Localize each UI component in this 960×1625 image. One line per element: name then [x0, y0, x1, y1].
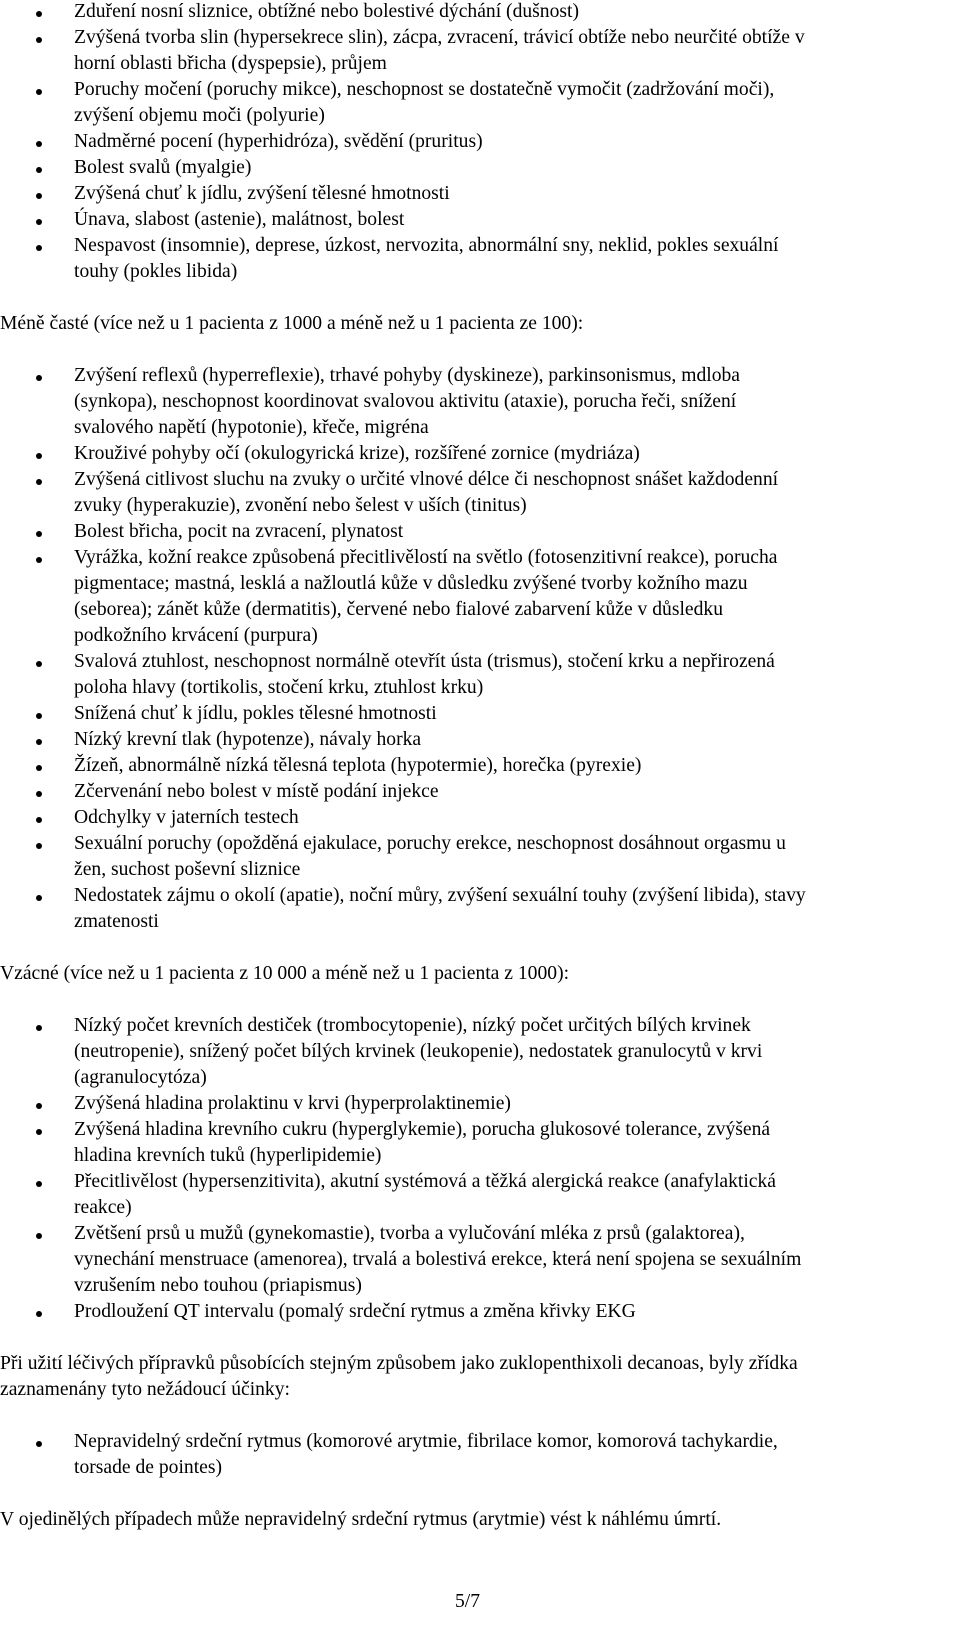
page-number: 5/7: [455, 1591, 481, 1612]
paragraph-line: zaznamenány tyto nežádoucí účinky:: [0, 1379, 290, 1400]
list-item-line: vynechání menstruace (amenorea), trvalá a bolestivá erekce, která není spojena se sexuálním: [74, 1249, 802, 1270]
list-item-line: Zvýšená hladina prolaktinu v krvi (hyperprolaktinemie): [74, 1093, 511, 1114]
bullet-icon: [36, 141, 42, 147]
paragraph-line: V ojedinělých případech může nepravidelný srdeční rytmus (arytmie) vést k náhlému úmrtí.: [0, 1509, 722, 1530]
bullet-icon: [36, 1233, 42, 1239]
list-item-line: Bolest svalů (myalgie): [74, 157, 252, 178]
list-item-line: horní oblasti břicha (dyspepsie), průjem: [74, 53, 387, 74]
list-item-line: (agranulocytóza): [74, 1067, 207, 1088]
list-item-line: Nedostatek zájmu o okolí (apatie), noční můry, zvýšení sexuální touhy (zvýšení libida), stavy: [74, 885, 806, 906]
list-item-line: Odchylky v jaterních testech: [74, 807, 299, 828]
bullet-icon: [36, 245, 42, 251]
list-item-line: Snížená chuť k jídlu, pokles tělesné hmotnosti: [74, 703, 437, 724]
list-item-line: torsade de pointes): [74, 1457, 222, 1478]
paragraph-line: Při užití léčivých přípravků působících stejným způsobem jako zuklopenthixoli decanoas, byly zřídka: [0, 1353, 798, 1374]
bullet-icon: [36, 1103, 42, 1109]
bullet-icon: [36, 1181, 42, 1187]
list-item-line: Únava, slabost (astenie), malátnost, bolest: [74, 209, 405, 230]
list-item-line: Nadměrné pocení (hyperhidróza), svědění (pruritus): [74, 131, 483, 152]
list-item-line: Zčervenání nebo bolest v místě podání injekce: [74, 781, 439, 802]
bullet-icon: [36, 1441, 42, 1447]
list-item-line: Zvýšená citlivost sluchu na zvuky o určité vlnové délce či neschopnost snášet každodenní: [74, 469, 779, 490]
list-item-line: pigmentace; mastná, lesklá a nažloutlá kůže v důsledku zvýšené tvorby kožního mazu: [74, 573, 748, 594]
paragraph-line: Vzácné (více než u 1 pacienta z 10 000 a méně než u 1 pacienta z 1000):: [0, 963, 570, 984]
list-item-line: Svalová ztuhlost, neschopnost normálně otevřít ústa (trismus), stočení krku a nepřirozená: [74, 651, 775, 672]
list-item-line: svalového napětí (hypotonie), křeče, migréna: [74, 417, 429, 438]
list-item-line: Nespavost (insomnie), deprese, úzkost, nervozita, abnormální sny, neklid, pokles sexuální: [74, 235, 779, 256]
bullet-icon: [36, 193, 42, 199]
list-item-line: Sexuální poruchy (opožděná ejakulace, poruchy erekce, neschopnost dosáhnout orgasmu u: [74, 833, 786, 854]
bullet-icon: [36, 1025, 42, 1031]
bullet-icon: [36, 479, 42, 485]
bullet-icon: [36, 11, 42, 17]
list-item-line: Zvětšení prsů u mužů (gynekomastie), tvorba a vylučování mléka z prsů (galaktorea),: [74, 1223, 745, 1244]
list-item-line: Bolest břicha, pocit na zvracení, plynatost: [74, 521, 404, 542]
list-item-line: Zvýšená hladina krevního cukru (hyperglykemie), porucha glukosové tolerance, zvýšená: [74, 1119, 771, 1140]
list-item-line: zvýšení objemu moči (polyurie): [74, 105, 325, 126]
bullet-icon: [36, 817, 42, 823]
list-item-line: Žízeň, abnormálně nízká tělesná teplota (hypotermie), horečka (pyrexie): [74, 755, 642, 776]
list-item-line: (seborea); zánět kůže (dermatitis), červené nebo fialové zabarvení kůže v důsledku: [74, 599, 724, 620]
list-item-line: Vyrážka, kožní reakce způsobená přecitlivělostí na světlo (fotosenzitivní reakce), porucha: [74, 547, 778, 568]
bullet-icon: [36, 661, 42, 667]
bullet-icon: [36, 37, 42, 43]
list-item-line: Prodloužení QT intervalu (pomalý srdeční rytmus a změna křivky EKG: [74, 1301, 636, 1322]
list-item-line: Přecitlivělost (hypersenzitivita), akutní systémová a těžká alergická reakce (anafylaktická: [74, 1171, 776, 1192]
list-item-line: žen, suchost poševní sliznice: [74, 859, 301, 880]
paragraph-line: Méně časté (více než u 1 pacienta z 1000 a méně než u 1 pacienta ze 100):: [0, 313, 584, 334]
bullet-icon: [36, 167, 42, 173]
bullet-icon: [36, 531, 42, 537]
bullet-icon: [36, 895, 42, 901]
list-item-line: vzrušením nebo touhou (priapismus): [74, 1275, 362, 1296]
bullet-icon: [36, 765, 42, 771]
list-item-line: zvuky (hyperakuzie), zvonění nebo šelest v uších (tinitus): [74, 495, 527, 516]
bullet-icon: [36, 739, 42, 745]
bullet-icon: [36, 557, 42, 563]
list-item-line: Zvýšená chuť k jídlu, zvýšení tělesné hmotnosti: [74, 183, 450, 204]
bullet-icon: [36, 453, 42, 459]
list-item-line: hladina krevních tuků (hyperlipidemie): [74, 1145, 382, 1166]
bullet-icon: [36, 219, 42, 225]
list-item-line: zmatenosti: [74, 911, 159, 932]
list-item-line: reakce): [74, 1197, 132, 1218]
bullet-icon: [36, 791, 42, 797]
bullet-icon: [36, 89, 42, 95]
bullet-icon: [36, 375, 42, 381]
list-item-line: Nízký počet krevních destiček (trombocytopenie), nízký počet určitých bílých krvinek: [74, 1015, 751, 1036]
bullet-icon: [36, 1311, 42, 1317]
bullet-icon: [36, 713, 42, 719]
list-item-line: Poruchy močení (poruchy mikce), neschopnost se dostatečně vymočit (zadržování moči),: [74, 79, 775, 100]
list-item-line: Krouživé pohyby očí (okulogyrická krize), rozšířené zornice (mydriáza): [74, 443, 640, 464]
list-item-line: Zduření nosní sliznice, obtížné nebo bolestivé dýchání (dušnost): [74, 1, 579, 22]
list-item-line: Zvýšená tvorba slin (hypersekrece slin), zácpa, zvracení, trávicí obtíže nebo neurčité obtíže v: [74, 27, 805, 48]
bullet-icon: [36, 843, 42, 849]
list-item-line: Nepravidelný srdeční rytmus (komorové arytmie, fibrilace komor, komorová tachykardie,: [74, 1431, 778, 1452]
list-item-line: poloha hlavy (tortikolis, stočení krku, ztuhlost krku): [74, 677, 484, 698]
bullet-icon: [36, 1129, 42, 1135]
list-item-line: (neutropenie), snížený počet bílých krvinek (leukopenie), nedostatek granulocytů v krvi: [74, 1041, 763, 1062]
list-item-line: Nízký krevní tlak (hypotenze), návaly horka: [74, 729, 422, 750]
list-item-line: (synkopa), neschopnost koordinovat svalovou aktivitu (ataxie), porucha řeči, snížení: [74, 391, 737, 412]
list-item-line: Zvýšení reflexů (hyperreflexie), trhavé pohyby (dyskineze), parkinsonismus, mdloba: [74, 365, 740, 386]
list-item-line: touhy (pokles libida): [74, 261, 238, 282]
list-item-line: podkožního krvácení (purpura): [74, 625, 318, 646]
